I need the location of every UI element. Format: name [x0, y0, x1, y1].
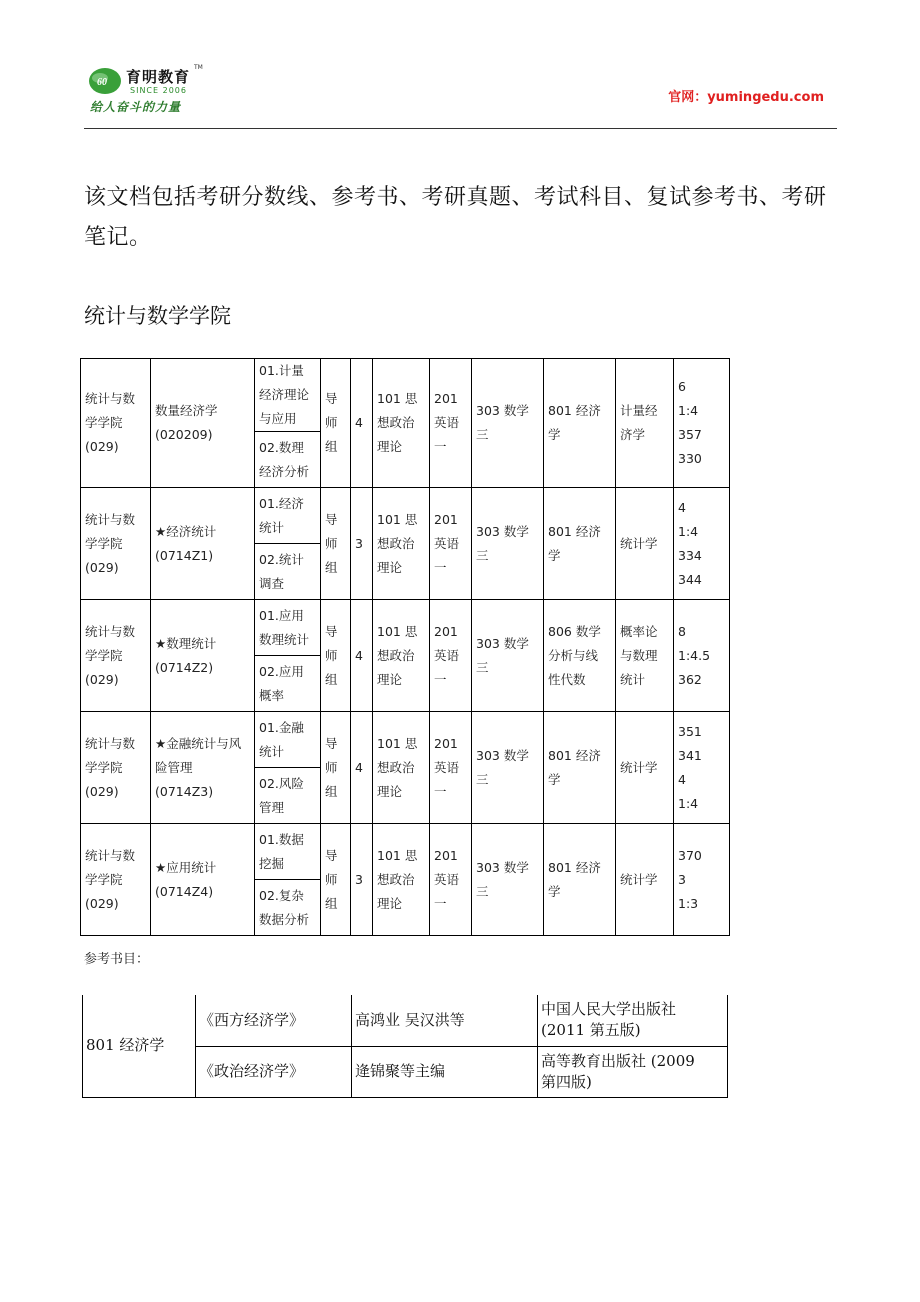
retest-subject-line: 济学 — [620, 427, 646, 442]
quota-cell: 4 — [351, 600, 373, 712]
politics-exam-cell — [373, 824, 430, 936]
admission-stats-cell — [674, 712, 730, 824]
retest-subject-cell — [616, 600, 674, 712]
english-exam-line: 一 — [434, 671, 447, 687]
english-exam-line: 一 — [434, 439, 447, 454]
major-cell — [151, 824, 255, 936]
professional-exam-line: 性代数 — [548, 671, 586, 687]
direction-cell — [255, 600, 321, 656]
admission-stats-line: 1:4 — [678, 795, 699, 811]
book-author: 高鸿业 吴汉洪等 — [352, 995, 538, 1046]
professional-exam-line: 学 — [548, 771, 561, 787]
major-cell — [151, 600, 255, 712]
college-line: 学学院 — [85, 535, 123, 551]
professional-exam-cell — [544, 359, 616, 488]
mentor-cell — [321, 712, 351, 824]
major-line: (0714Z1) — [155, 547, 214, 563]
direction-cell — [255, 880, 321, 936]
professional-exam-cell — [544, 824, 616, 936]
book-publisher-line: 高等教育出版社 (2009 — [541, 1051, 695, 1070]
direction-cell — [255, 359, 321, 432]
book-publisher — [538, 1046, 728, 1097]
svg-text:60: 60 — [97, 77, 107, 88]
college-line: 统计与数 — [85, 735, 136, 751]
mentor-line: 组 — [325, 783, 338, 799]
math-exam-line: 三 — [476, 883, 489, 899]
mentor-line: 师 — [325, 759, 338, 775]
program-row — [81, 488, 730, 544]
english-exam-line: 201 — [434, 735, 458, 751]
major-line: ★数理统计 — [155, 635, 217, 651]
direction-line: 经济分析 — [259, 463, 310, 479]
english-exam-line: 一 — [434, 895, 447, 911]
professional-exam-line: 学 — [548, 547, 561, 563]
professional-exam-line: 学 — [548, 427, 561, 442]
logo-trademark: TM — [194, 64, 203, 71]
admission-stats-line: 1:4 — [678, 523, 699, 539]
math-exam-cell — [472, 824, 544, 936]
college-line: 学学院 — [85, 759, 123, 775]
book-publisher — [538, 995, 728, 1046]
direction-line: 02.风险 — [259, 775, 304, 791]
mentor-line: 师 — [325, 415, 338, 430]
direction-line: 01.金融 — [259, 719, 304, 735]
math-exam-cell — [472, 359, 544, 488]
book-row — [83, 995, 728, 1046]
politics-exam-line: 101 思 — [377, 391, 418, 406]
direction-cell — [255, 488, 321, 544]
quota-cell: 4 — [351, 359, 373, 488]
english-exam-cell — [430, 359, 472, 488]
direction-line: 统计 — [259, 519, 285, 535]
direction-line: 01.应用 — [259, 607, 304, 623]
direction-line: 数据分析 — [259, 911, 310, 927]
retest-subject-cell — [616, 359, 674, 488]
english-exam-line: 201 — [434, 847, 458, 863]
politics-exam-line: 理论 — [377, 895, 403, 911]
major-line: (0714Z2) — [155, 659, 214, 675]
reference-books-label: 参考书目： — [84, 952, 150, 967]
major-line: (0714Z4) — [155, 883, 214, 899]
admission-stats-line: 3 — [678, 871, 686, 887]
admission-stats-cell — [674, 600, 730, 712]
direction-line: 与应用 — [259, 411, 297, 426]
direction-line: 01.数据 — [259, 831, 304, 847]
major-cell — [151, 359, 255, 488]
professional-exam-line: 分析与线 — [548, 647, 599, 663]
english-exam-line: 英语 — [434, 871, 460, 887]
politics-exam-line: 101 思 — [377, 623, 418, 639]
direction-line: 01.计量 — [259, 363, 304, 378]
admission-stats-line: 351 — [678, 723, 702, 739]
direction-line: 02.数理 — [259, 439, 304, 455]
english-exam-line: 英语 — [434, 535, 460, 551]
mentor-line: 师 — [325, 647, 338, 663]
quota-cell: 4 — [351, 712, 373, 824]
professional-exam-line: 801 经济 — [548, 403, 601, 418]
direction-cell — [255, 656, 321, 712]
admission-stats-line: 1:3 — [678, 895, 699, 911]
major-line: ★金融统计与风 — [155, 735, 242, 751]
english-exam-line: 英语 — [434, 415, 460, 430]
direction-line: 02.统计 — [259, 551, 304, 567]
book-title: 《政治经济学》 — [196, 1046, 352, 1097]
politics-exam-line: 想政治 — [377, 415, 415, 430]
college-line: 学学院 — [85, 871, 123, 887]
college-cell — [81, 359, 151, 488]
program-row — [81, 359, 730, 432]
politics-exam-cell — [373, 359, 430, 488]
politics-exam-line: 想政治 — [377, 871, 415, 887]
logo — [88, 60, 218, 120]
mentor-line: 组 — [325, 559, 338, 575]
english-exam-line: 英语 — [434, 759, 460, 775]
admission-stats-line: 6 — [678, 379, 686, 394]
english-exam-line: 201 — [434, 391, 458, 406]
book-publisher-line: 第四版) — [541, 1072, 592, 1091]
direction-cell — [255, 768, 321, 824]
admission-stats-cell — [674, 824, 730, 936]
retest-subject-cell — [616, 824, 674, 936]
admission-stats-line: 8 — [678, 623, 686, 639]
website-link[interactable]: 官网：yumingedu.com — [668, 90, 824, 105]
reference-books-table — [82, 995, 728, 1098]
retest-subject-line: 概率论 — [620, 623, 658, 639]
mentor-cell — [321, 359, 351, 488]
politics-exam-cell — [373, 488, 430, 600]
program-row — [81, 712, 730, 768]
major-line: ★经济统计 — [155, 523, 217, 539]
header-divider — [84, 128, 837, 129]
section-title: 统计与数学学院 — [84, 304, 231, 328]
book-subject: 801 经济学 — [83, 995, 196, 1097]
logo-leaf-icon — [88, 66, 122, 96]
professional-exam-cell — [544, 712, 616, 824]
mentor-cell — [321, 824, 351, 936]
math-exam-line: 303 数学 — [476, 403, 529, 418]
quota-cell: 3 — [351, 824, 373, 936]
mentor-line: 导 — [325, 847, 338, 863]
college-cell — [81, 600, 151, 712]
intro-paragraph: 该文档包括考研分数线、参考书、考研真题、考试科目、复试参考书、考研笔记。 — [84, 185, 827, 250]
retest-subject-line: 与数理 — [620, 647, 658, 663]
math-exam-cell — [472, 712, 544, 824]
college-line: 统计与数 — [85, 511, 136, 527]
math-exam-line: 三 — [476, 659, 489, 675]
admission-stats-line: 4 — [678, 771, 686, 787]
professional-exam-line: 801 经济 — [548, 859, 601, 875]
direction-line: 统计 — [259, 743, 285, 759]
math-exam-cell — [472, 600, 544, 712]
retest-subject-line: 统计 — [620, 671, 646, 687]
mentor-line: 组 — [325, 439, 338, 454]
logo-name: 育明教育 — [126, 68, 191, 86]
college-line: 学学院 — [85, 415, 123, 430]
college-line: 统计与数 — [85, 847, 136, 863]
quota-cell: 3 — [351, 488, 373, 600]
admission-stats-line: 341 — [678, 747, 702, 763]
direction-line: 经济理论 — [259, 387, 310, 402]
major-cell — [151, 712, 255, 824]
politics-exam-line: 101 思 — [377, 511, 418, 527]
direction-cell — [255, 824, 321, 880]
math-exam-line: 三 — [476, 427, 489, 442]
politics-exam-line: 理论 — [377, 559, 403, 575]
mentor-line: 组 — [325, 895, 338, 911]
politics-exam-line: 101 思 — [377, 847, 418, 863]
english-exam-line: 201 — [434, 511, 458, 527]
college-cell — [81, 712, 151, 824]
math-exam-line: 303 数学 — [476, 747, 529, 763]
professional-exam-line: 学 — [548, 883, 561, 899]
mentor-line: 组 — [325, 671, 338, 687]
major-line: ★应用统计 — [155, 859, 217, 875]
mentor-line: 导 — [325, 735, 338, 751]
direction-cell — [255, 432, 321, 488]
program-row — [81, 824, 730, 880]
major-line: (020209) — [155, 427, 213, 442]
mentor-line: 导 — [325, 511, 338, 527]
professional-exam-line: 801 经济 — [548, 747, 601, 763]
politics-exam-line: 理论 — [377, 671, 403, 687]
logo-since: SINCE 2006 — [130, 86, 187, 95]
math-exam-line: 303 数学 — [476, 859, 529, 875]
admission-stats-line: 344 — [678, 571, 702, 587]
direction-line: 管理 — [259, 799, 285, 815]
direction-line: 01.经济 — [259, 495, 304, 511]
admission-stats-line: 334 — [678, 547, 702, 563]
english-exam-line: 201 — [434, 623, 458, 639]
english-exam-cell — [430, 824, 472, 936]
retest-subject-line: 计量经 — [620, 403, 658, 418]
mentor-line: 导 — [325, 623, 338, 639]
major-line: 险管理(0714Z3) — [155, 759, 214, 799]
college-line: 学学院 — [85, 647, 123, 663]
retest-subject-cell — [616, 712, 674, 824]
program-table — [80, 358, 730, 936]
mentor-cell — [321, 488, 351, 600]
admission-stats-line: 4 — [678, 499, 686, 515]
admission-stats-line: 370 — [678, 847, 702, 863]
retest-subject-line: 统计学 — [620, 871, 658, 887]
english-exam-cell — [430, 488, 472, 600]
direction-line: 挖掘 — [259, 855, 285, 871]
politics-exam-cell — [373, 600, 430, 712]
english-exam-line: 英语 — [434, 647, 460, 663]
politics-exam-line: 想政治 — [377, 535, 415, 551]
admission-stats-cell — [674, 488, 730, 600]
college-line: 统计与数 — [85, 391, 136, 406]
politics-exam-line: 理论 — [377, 439, 403, 454]
admission-stats-line: 1:4 — [678, 403, 699, 418]
college-cell — [81, 824, 151, 936]
major-cell — [151, 488, 255, 600]
book-author: 逄锦聚等主编 — [352, 1046, 538, 1097]
college-line: 统计与数 — [85, 623, 136, 639]
direction-line: 02.应用 — [259, 663, 304, 679]
english-exam-cell — [430, 600, 472, 712]
direction-cell — [255, 544, 321, 600]
english-exam-cell — [430, 712, 472, 824]
math-exam-line: 303 数学 — [476, 523, 529, 539]
college-line: (029) — [85, 671, 119, 687]
english-exam-line: 一 — [434, 783, 447, 799]
mentor-line: 师 — [325, 535, 338, 551]
math-exam-cell — [472, 488, 544, 600]
admission-stats-line: 330 — [678, 451, 702, 466]
college-line: (029) — [85, 783, 119, 799]
college-line: (029) — [85, 895, 119, 911]
mentor-line: 师 — [325, 871, 338, 887]
program-row — [81, 600, 730, 656]
admission-stats-line: 357 — [678, 427, 702, 442]
admission-stats-line: 1:4.5 — [678, 647, 711, 663]
direction-cell — [255, 712, 321, 768]
politics-exam-line: 想政治 — [377, 647, 415, 663]
college-cell — [81, 488, 151, 600]
professional-exam-cell — [544, 600, 616, 712]
book-publisher-line: 中国人民大学出版社 — [541, 1000, 677, 1019]
professional-exam-cell — [544, 488, 616, 600]
math-exam-line: 三 — [476, 771, 489, 787]
book-title: 《西方经济学》 — [196, 995, 352, 1046]
book-publisher-line: (2011 第五版) — [541, 1021, 641, 1040]
admission-stats-cell — [674, 359, 730, 488]
direction-line: 02.复杂 — [259, 887, 304, 903]
admission-stats-line: 362 — [678, 671, 702, 687]
direction-line: 概率 — [259, 687, 285, 703]
major-line: 数量经济学 — [155, 403, 218, 418]
direction-line: 调查 — [259, 575, 285, 591]
professional-exam-line: 801 经济 — [548, 523, 601, 539]
politics-exam-line: 101 思 — [377, 735, 418, 751]
retest-subject-line: 统计学 — [620, 759, 658, 775]
college-line: (029) — [85, 439, 119, 454]
mentor-line: 导 — [325, 391, 338, 406]
politics-exam-line: 想政治 — [377, 759, 415, 775]
college-line: (029) — [85, 559, 119, 575]
politics-exam-cell — [373, 712, 430, 824]
mentor-cell — [321, 600, 351, 712]
retest-subject-line: 统计学 — [620, 535, 658, 551]
math-exam-line: 303 数学 — [476, 635, 529, 651]
english-exam-line: 一 — [434, 559, 447, 575]
direction-line: 数理统计 — [259, 631, 310, 647]
politics-exam-line: 理论 — [377, 783, 403, 799]
logo-slogan: 给人奋斗的力量 — [90, 100, 182, 114]
math-exam-line: 三 — [476, 547, 489, 563]
retest-subject-cell — [616, 488, 674, 600]
professional-exam-line: 806 数学 — [548, 623, 601, 639]
